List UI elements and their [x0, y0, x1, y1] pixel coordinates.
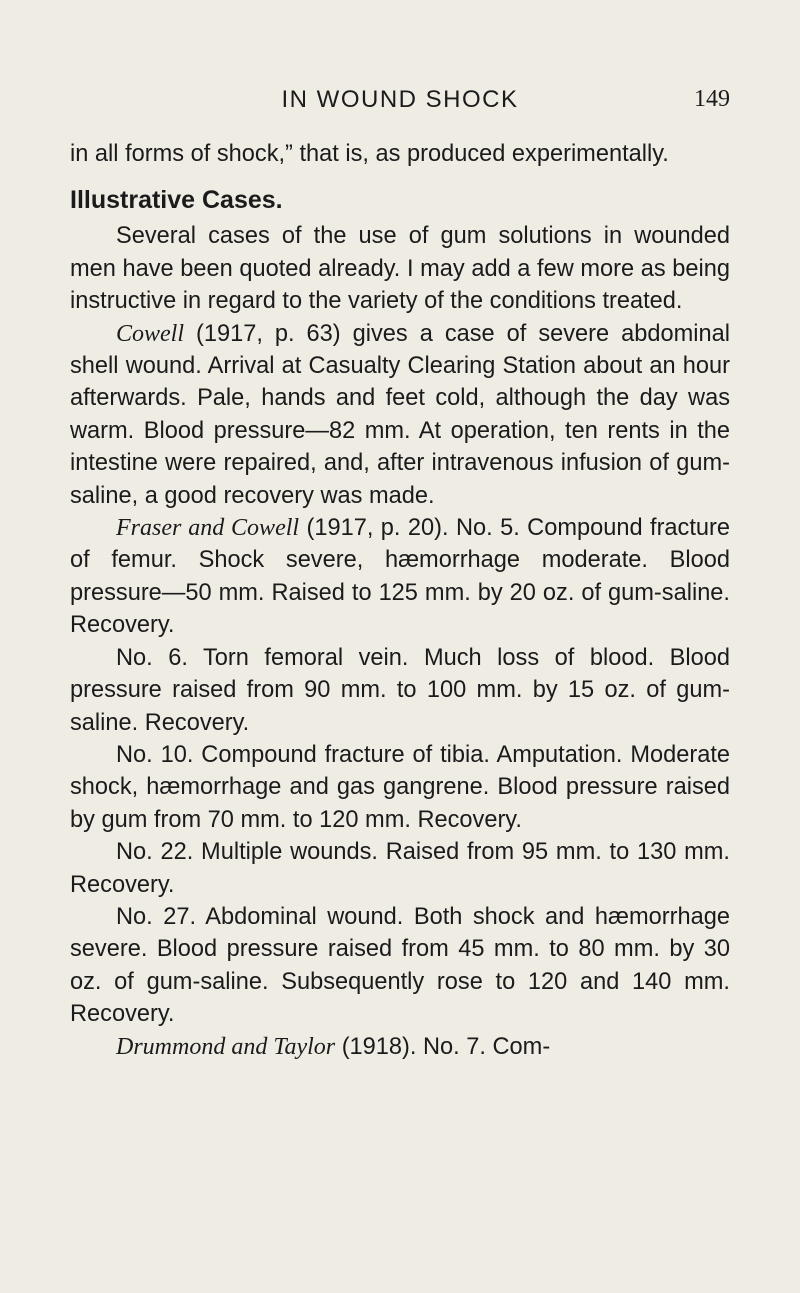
page-number: 149: [694, 86, 730, 112]
paragraph-case-27: No. 27. Abdominal wound. Both shock and hæmorrhage severe. Blood pressure raised from 45 mm. to 80 mm. by 30 oz. of gum-saline. Subsequently rose to 120 and 140 mm. Recovery.: [70, 903, 730, 1028]
citation-author: Drummond and Taylor: [116, 1033, 336, 1060]
citation-author: Cowell: [116, 320, 185, 347]
paragraph-text: (1918). No. 7. Com-: [335, 1033, 551, 1060]
running-head: [70, 86, 730, 116]
section-heading: Illustrative Cases.: [70, 186, 283, 215]
paragraph-intro: Several cases of the use of gum solutions in wounded men have been quoted already. I may add a few more as being instructive in regard to the variety of the conditions treated.: [70, 223, 730, 315]
paragraph-text: (1917, p. 63) gives a case of severe abdominal shell wound. Arrival at Casualty Clearing Station about an hour afterwards. Pale, hands and feet cold, although the day was warm. Blood pressure—82 mm. At operation, ten rents in the intestine were repaired, and, after intravenous infusion of gum-saline, a good recovery was made.: [70, 320, 730, 509]
paragraph-text: (1917, p. 20). No. 5. Compound fracture of femur. Shock severe, hæmorrhage moderate. Blood pressure—50 mm. Raised to 125 mm. by 20 oz. of gum-saline. Recovery.: [70, 515, 730, 639]
running-head-title: IN WOUND SHOCK: [281, 86, 519, 113]
paragraph-cowell: [70, 318, 730, 512]
opening-paragraph: in all forms of shock,” that is, as produced experimentally.: [70, 141, 669, 167]
citation-author: Fraser and Cowell: [116, 515, 300, 542]
paragraph-case-10: No. 10. Compound fracture of tibia. Amputation. Moderate shock, hæmorrhage and gas gangrene. Blood pressure raised by gum from 70 mm. to 120 mm. Recovery.: [70, 741, 730, 833]
paragraph-case-6: No. 6. Torn femoral vein. Much loss of blood. Blood pressure raised from 90 mm. to 100 mm. by 15 oz. of gum-saline. Recovery.: [70, 644, 730, 736]
page-body: [70, 138, 730, 1063]
paragraph-drummond-taylor: [70, 1031, 730, 1063]
paragraph-fraser-cowell: [70, 512, 730, 642]
paragraph-case-22: No. 22. Multiple wounds. Raised from 95 mm. to 130 mm. Recovery.: [70, 839, 730, 898]
